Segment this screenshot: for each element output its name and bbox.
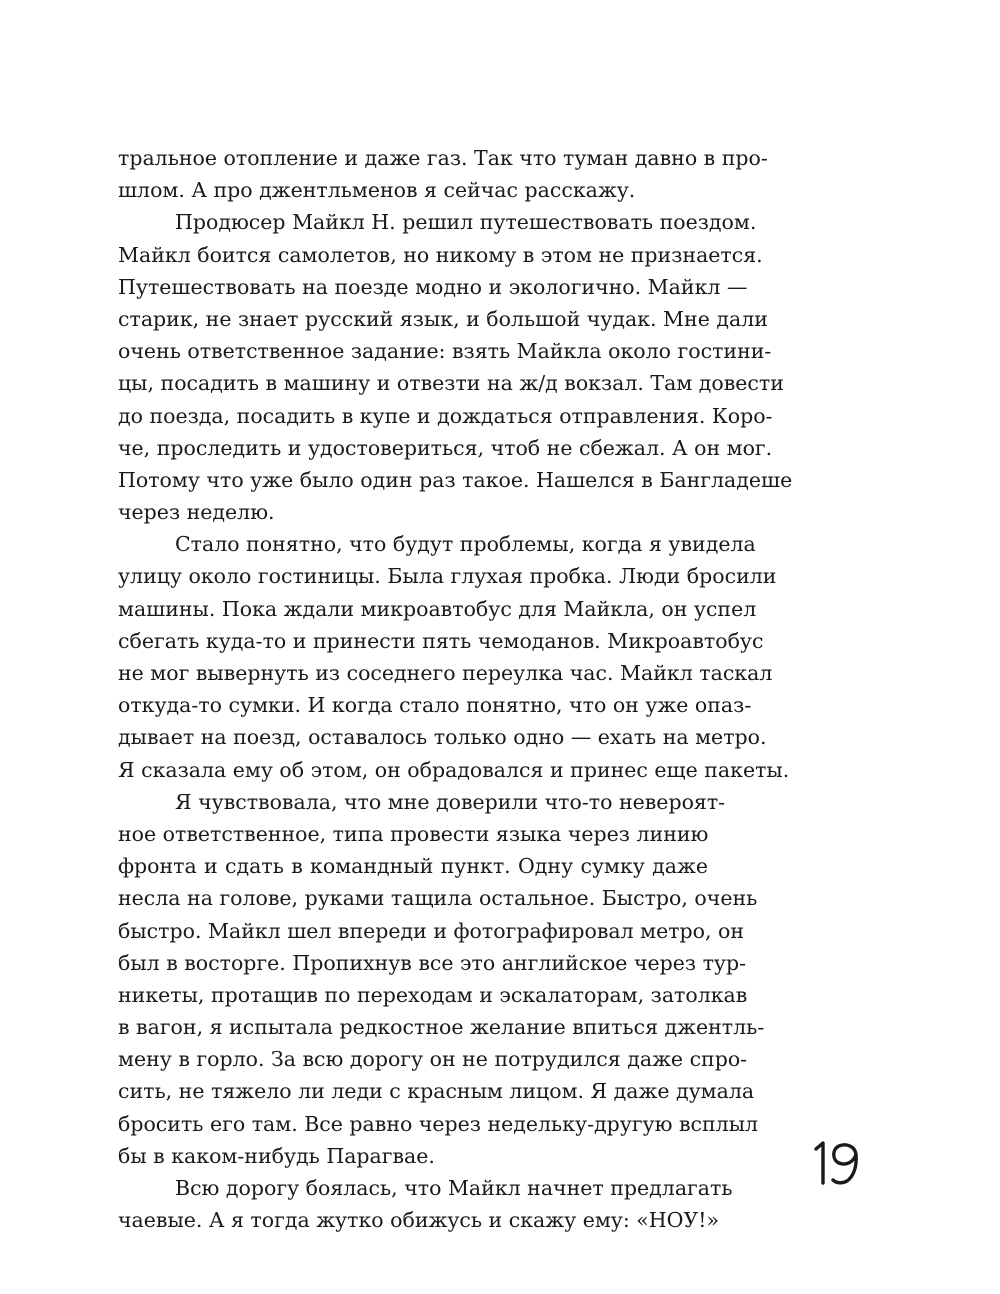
text-line: очень ответственное задание: взять Майкла около гостини- bbox=[118, 339, 772, 364]
text-line: мену в горло. За всю дорогу он не потрудился даже спро- bbox=[118, 1047, 748, 1072]
text-line: шлом. А про джентльменов я сейчас расскажу. bbox=[118, 178, 636, 203]
text-line: цы, посадить в машину и отвезти на ж/д вокзал. Там довести bbox=[118, 371, 784, 396]
text-line: сбегать куда-то и принести пять чемоданов. Микроавтобус bbox=[118, 628, 764, 653]
text-line: тральное отопление и даже газ. Так что туман давно в про- bbox=[118, 146, 768, 170]
text-line: сить, не тяжело ли леди с красным лицом. Я даже думала bbox=[118, 1079, 755, 1104]
text-line: Я чувствовала, что мне доверили что-то невероят- bbox=[175, 789, 726, 814]
text-line: старик, не знает русский язык, и большой чудак. Мне дали bbox=[118, 306, 768, 331]
text-line: быстро. Майкл шел впереди и фотографировал метро, он bbox=[118, 918, 745, 943]
text-line: был в восторге. Пропихнув все это английское через тур- bbox=[118, 950, 747, 975]
text-line: в вагон, я испытала редкостное желание впиться джентль- bbox=[118, 1015, 765, 1040]
text-line: Майкл боится самолетов, но никому в этом не признается. bbox=[118, 242, 763, 267]
text-line: через неделю. bbox=[118, 500, 275, 525]
text-line: Путешествовать на поезде модно и экологично. Майкл — bbox=[118, 274, 748, 299]
text-line: машины. Пока ждали микроавтобус для Майкла, он успел bbox=[118, 596, 757, 621]
text-line: бы в каком-нибудь Парагвае. bbox=[118, 1143, 435, 1168]
text-line: никеты, протащив по переходам и эскалаторам, затолкав bbox=[118, 982, 748, 1007]
text-line: ное ответственное, типа провести языка через линию bbox=[118, 821, 709, 846]
text-line: Всю дорогу боялась, что Майкл начнет предлагать bbox=[175, 1176, 733, 1200]
text-line: несла на голове, руками тащила остальное. Быстро, очень bbox=[118, 886, 758, 911]
text-line: Потому что уже было один раз такое. Нашелся в Бангладеше bbox=[118, 467, 793, 492]
text-line: дывает на поезд, оставалось только одно — ехать на метро. bbox=[118, 725, 767, 750]
text-line: чаевые. А я тогда жутко обижусь и скажу ему: «НОУ!» bbox=[118, 1208, 720, 1233]
text-line: до поезда, посадить в купе и дождаться отправления. Коро- bbox=[118, 403, 773, 428]
text-line: улицу около гостиницы. Была глухая пробка. Люди бросили bbox=[118, 564, 777, 589]
text-line: бросить его там. Все равно через недельку-другую всплыл bbox=[118, 1111, 759, 1136]
text-line: Я сказала ему об этом, он обрадовался и принес еще пакеты. bbox=[118, 757, 790, 782]
text-line: Стало понятно, что будут проблемы, когда я увидела bbox=[175, 532, 756, 557]
text-line: откуда-то сумки. И когда стало понятно, что он уже опаз- bbox=[118, 693, 752, 718]
page-number bbox=[812, 1140, 864, 1186]
text-line: фронта и сдать в командный пункт. Одну сумку даже bbox=[118, 854, 708, 879]
body-text bbox=[118, 142, 793, 1236]
text-line: Продюсер Майкл Н. решил путешествовать поездом. bbox=[175, 210, 757, 235]
text-line: не мог вывернуть из соседнего переулка час. Майкл таскал bbox=[118, 661, 773, 685]
text-line: че, проследить и удостовериться, чтоб не сбежал. А он мог. bbox=[118, 435, 773, 460]
